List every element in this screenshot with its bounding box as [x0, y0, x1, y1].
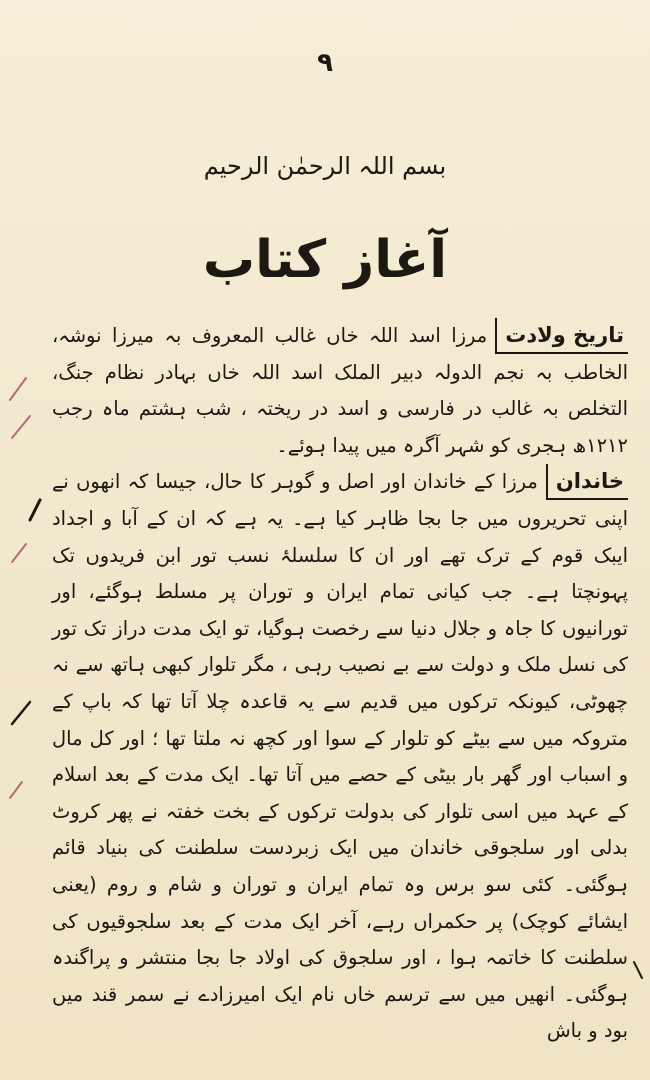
- section-family: [52, 464, 628, 1050]
- body-text: [52, 318, 628, 1050]
- section-text-family: مرزا کے خاندان اور اصل و گوہر کا حال، جیسا کہ انھوں نے اپنی تحریروں میں جا بجا ظاہر کیا ہے۔ یہ ہے کہ ان کے آبا و اجداد ایبک قوم کے ترک تھے اور ان کا سلسلۂ نسب تور ابن فریدوں تک پہونچتا ہے۔ جب کیانی تمام ایران و توران پر مسلط ہوگئے، اور تورانیوں کا جاہ و جلال دنیا سے رخصت ہوگیا، تو ایک مدت دراز تک تور کی نسل ملک و دولت سے بے نصیب رہی ، مگر تلوار کبھی ہاتھ سے نہ چھوٹی، کیونکہ ترکوں میں قدیم سے یہ قاعدہ چلا آتا تھا کہ باپ کے متروکہ میں سے بیٹے کو تلوار کے سوا اور کچھ نہ ملتا تھا ؛ اور کل مال و اسباب اور گھر بار بیٹی کے حصے میں آتا تھا۔ ایک مدت کے بعد اسلام کے عہد میں اسی تلوار کی بدولت ترکوں کے بخت خفتہ نے پھر کروٹ بدلی اور سلجوقی خاندان میں ایک زبردست سلطنت کی بنیاد قائم ہوگئی۔ کئی سو برس وہ تمام ایران و توران و شام و روم (یعنی ایشائے کوچک) پر حکمراں رہے، آخر ایک مدت کے بعد سلجوقیوں کی سلطنت کا خاتمہ ہوا ، اور سلجوق کی اولاد جا بجا منتشر و پراگندہ ہوگئی۔ انھیں میں سے ترسم خاں نام ایک امیرزادے نے سمر قند میں بود و باش: [52, 470, 628, 1043]
- chapter-title: آغاز کتاب: [202, 230, 448, 290]
- pencil-mark: [10, 782, 22, 798]
- section-heading-family: خاندان: [546, 464, 628, 500]
- page-number: ۹: [317, 48, 333, 78]
- bismillah-heading: بسم اللہ الرحمٰن الرحیم: [203, 152, 447, 180]
- pencil-mark: [12, 416, 30, 438]
- pencil-mark: [10, 378, 26, 400]
- section-text-birth: مرزا اسد اللہ خاں غالب المعروف بہ میرزا نوشہ، الخاطب بہ نجم الدولہ دبیر الملک اسد اللہ خاں بہادر نظام جنگ، التخلص بہ غالب در فارسی و اسد در ریختہ ، شب ہشتم ماہ رجب ۱۲۱۲ھ ہجری کو شہر آگرہ میں پیدا ہوئے۔: [52, 324, 628, 457]
- pencil-mark: [12, 544, 26, 562]
- section-birth: [52, 318, 628, 464]
- pencil-mark: [30, 500, 40, 520]
- pencil-mark: [12, 702, 30, 724]
- section-heading-birth: تاریخ ولادت: [495, 318, 628, 354]
- pencil-mark: [634, 962, 642, 978]
